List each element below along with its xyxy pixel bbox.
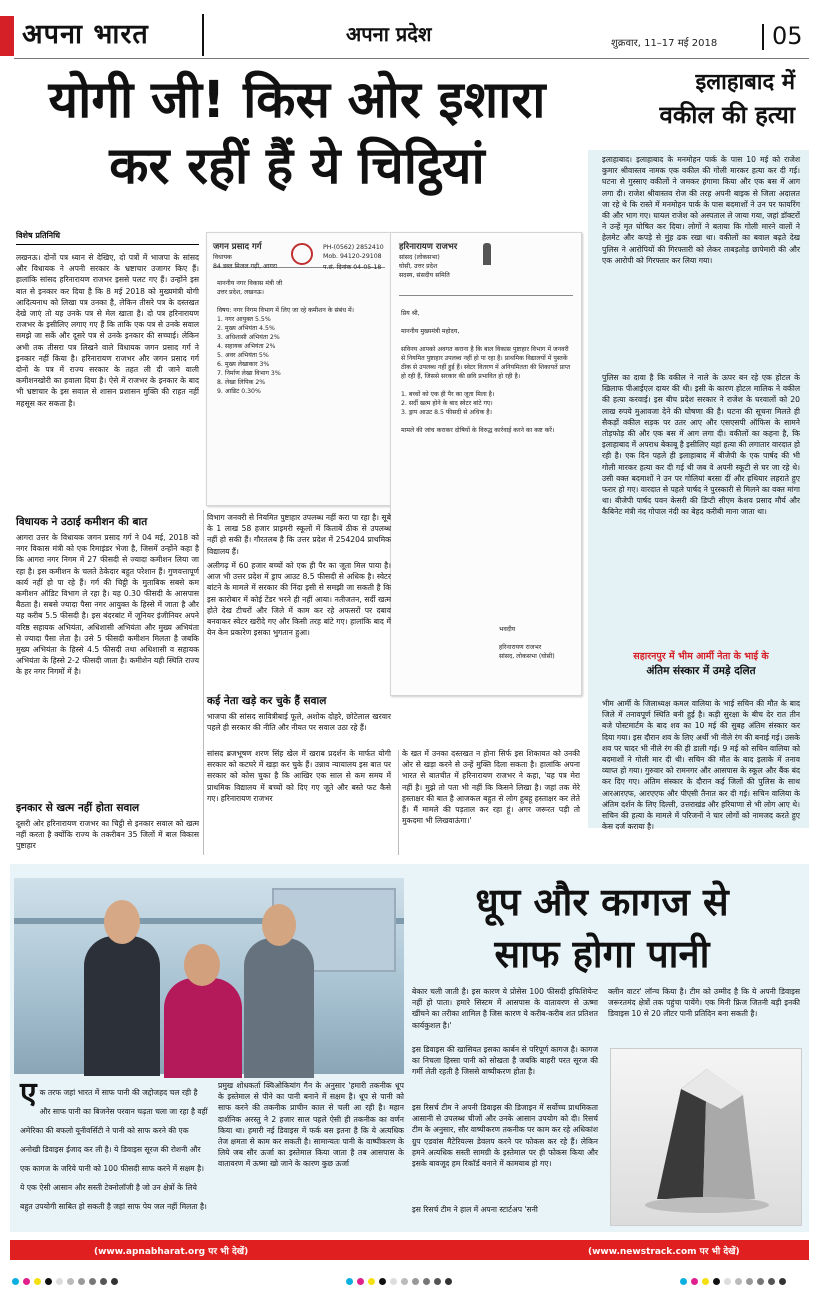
lead-col1-para2: आगरा उत्तर के विधायक जगन प्रसाद गर्ग ने 04 मई, 2018 को नगर विकास मंत्री को एक रिमाइंडर भेजा है, जिसमें उन्होंने कहा है कि आगरा नगर निगम में 27 फीसदी से ज्यादा कमीशन लिया जा रहा है। इस कमीशन के चलते ठेकेदार बहुत परेशान हैं। गुणवत्तापूर्ण कार्य नहीं हो पा रहे हैं। गर्ग की चिट्ठी के मुताबिक सबसे कम कमीशन ऑडिट विभाग ले रहा है। यह 0.30 फीसदी के आसपास बैठता है। सबसे ज्यादा पैसा नगर आयुक्त के हिस्से में जाता है और यह करीब 5.5 फीसदी है। इस बंदरबांट में जूनियर इंजीनियर अपने वरिष्ठ सहायक अभियंता, अधिशासी अभियंता और मुख्य अभियंता से ज्यादा पैसा लेता है। उसे 5 फीसदी कमीशन मिलता है जबकि मुख्य अभियंता के हिस्से 4.5 फीसदी तथा अधिशासी व सहायक अभियंता के हिस्से 2-2 फीसदी जाता है। कमीशेन यही स्थिति राज्य के हर नगर निगमों में है। — [16, 533, 199, 677]
lead-col2-para4: सांसद ब्रजभूषण शरण सिंह खेल में खराब प्रदर्शन के मार्फत योगी सरकार को कटघरे में खड़ा कर चुके हैं। उन्नाव न्यायालय इस बात पर सरकार को कोस चुका है कि आखिर एक साल से कम समय में प्राथमिक विद्यालय में बच्चों को दिए गए जूते और बस्ते फट कैसे गए। हरिनारायण राजभर — [207, 749, 391, 803]
emblem-icon — [291, 243, 313, 265]
water-col2-text: प्रमुख शोधकर्ता क्विओकियांग गैन के अनुसार 'हमारी तकनीक धूप के इस्तेमाल से पीने का पानी बनाने में सक्षम है। धूप से पानी को साफ करने की तकनीक प्राचीन काल से चली आ रही है। महान दार्शनिक अरस्तु ने 2 हजार साल पहले ऐसी ही तकनीक का वर्णन किया था। हमारी नई डिवाइस में फर्क बस इतना है कि ये अत्यधिक तेज क्षमता से काम कर सकती है। सामान्यतः पानी के वाष्पीकरण के लिये जब सौर ऊर्जा का इस्तेमाल किया जाता है तब आसपास के वातावरण में ऊष्मा खो जाने के कारण कुछ ऊर्जा — [218, 1081, 404, 1169]
page-number-divider — [762, 24, 764, 50]
letter1-body: माननीय नगर विकास मंत्री जी उत्तर प्रदेश, लखनऊ। विषय: नगर निगम विभाग में लिए जा रहे कमीशन के संबंध में। 1. नगर आयुक्त 5.5% 2. मुख्य अभियंता 4.5% 3. अधिशासी अभियंता 2% 4. सहायक अभियंता 2% 5. अवर अभियंता 5% 6. मुख्य लेखाकार 3% 7. निर्माण लेखा विभाग 3% 8. लेखा लिपिक 2% 9. आडिट 0.30% — [217, 280, 355, 395]
column-rule — [398, 750, 399, 855]
sidebar2-para1: भीम आर्मी के जिलाध्यक्ष कमल वालिया के भाई सचिन की मौत के बाद जिले में तनावपूर्ण स्थिति बनी हुई है। कड़ी सुरक्षा के बीच देर रात तीन बजे पोस्टमार्टम के बाद शव का 10 मई की सुबह अंतिम संस्कार कर दिया गया। इस दौरान शव के लिए अर्थी भी नीले रंग की बनाई गई। उसके शव पर चादर भी नीले रंग की ही डाली गई। 9 मई को सचिन वालिया को बदमाशों ने गोली मार दी थी। सचिन की मौत के बाद इलाके में तनाव व्याप्त हो गया। गुरुवार को रामनगर और आसपास के स्कूल और बैंक बंद कर दिए गए। अंतिम संस्कार के दौरान कई जिलों की पुलिस के साथ आरआरएफ, आरएएफ और पीएसी तैनात कर दी गई। सचिन वालिया के अंतिम दर्शन के लिए दिल्ली, उत्तराखंड और हरियाणा से भी लोग आए थे। सचिन की हत्या के मामले में परिजनों ने चार लोगों को नामजद करते हुए केस दर्ज कराया है। — [602, 699, 800, 832]
person-right-head — [262, 904, 296, 946]
water-col3-text2: इस डिवाइस की खासियत इसका कार्बन से परिपूर्ण कागज है। कागज का निचला हिस्सा पानी को सोखता है जबकि बाहरी परत सूरज की गर्मी लेती रहती है जिससे वाष्पीकरण होता है। — [412, 1045, 598, 1077]
byline: विशेष प्रतिनिधि — [16, 231, 61, 240]
device-photo[interactable] — [610, 1048, 802, 1226]
lead-headline-line2: कर रहीं हैं ये चिट्ठियां — [109, 137, 485, 196]
water-col3-text3: इस रिसर्च टीम ने अपनी डिवाइस की डिजाइन में सर्वोच्च प्राथमिकता आसानी से उपलब्ध चीजों और उनके आसान उपयोग को दी। रिसर्च टीम के अनुसार, सौर वाष्पीकरण तकनीक पर काम कर रहे अधिकांश ग्रुप एडवांस मैटेरियल्स डेवलप करने पर फोकस कर रहे हैं। लेकिन हमने अत्यधिक सस्ती सामग्री के इस्तेमाल पर ही फोकस किया और इसके बावजूद हम रिकॉर्ड बनाने में कामयाब हो गए। — [412, 1103, 598, 1169]
person-middle-head — [184, 944, 220, 986]
letter2-header-rule — [399, 295, 573, 296]
water-col1 — [20, 1076, 210, 1220]
water-col3-text4: इस रिसर्च टीम ने हाल में अपना स्टार्टअप 'सनी — [412, 1205, 538, 1214]
logo-divider — [202, 14, 204, 56]
registration-marks-right — [680, 1270, 790, 1289]
ashoka-emblem-icon — [483, 243, 491, 265]
masthead-red-bar — [0, 16, 14, 56]
letter1-ref: प.सं. दिनांक 04-05-18 — [323, 264, 382, 271]
sidebar-body-box — [588, 150, 809, 832]
lead-subhead-commission: विधायक ने उठाई कमीशन की बात — [16, 516, 148, 528]
letter-harinarayan-rajbhar[interactable] — [390, 232, 582, 696]
lead-headline-line1: योगी जी! किस ओर इशारा — [48, 71, 546, 130]
lead-headline — [14, 68, 580, 200]
lead-col2-para3: भाजपा की सांसद सावित्रीबाई फूले, अशोक दोहरे, छोटेलाल खरवार पहले ही सरकार की नीति और नीयत पर सवाल उठा रहे हैं। — [207, 712, 391, 733]
lead-col2-para2: अलीगढ़ में 60 हजार बच्चों को एक ही पैर का जूता मिल पाया है। आज भी उत्तर प्रदेश में ड्राप आउट 8.5 फीसदी से अधिक है। स्वेटर बांटने के मामले में सरकार की निंदा इसी से समझी जा सकती है कि इस कारोबार में कोई टेंडर भरने ही नहीं आया। नतीजतन, सर्दी खत्म होते देख टीचरों और जिले में काम कर रहे अफसरों पर दबाव बनवाकर स्वेटर खरीदे गए और किसी तरह बांटे गए। हालांकि बाद में येन केन प्रकारेण इसका भुगतान हुआ। — [207, 561, 391, 638]
letter2-body: प्रिय श्री, माननीय मुख्यमंत्री महोदय, सविनय आपको अवगत कराना है कि बाल विकास पुष्टाहार विभाग में जनवरी से नियमित पुष्टाहार उपलब्ध नहीं हो पा रहा है। प्राथमिक विद्यालयों में पुस्तकें ठीक से उपलब्ध नहीं हुई हैं। स्वेटर वितरण में अनियमितता की शिकायतें प्राप्त हो रही हैं, जिससे सरकार की छवि प्रभावित हो रही है। 1. बच्चों को एक ही पैर का जूता मिला है। 2. सर्दी खत्म होने के बाद स्वेटर बांटे गए। 3. ड्राप आउट 8.5 फीसदी से अधिक है। मामले की जांच कराकर दोषियों के विरुद्ध कार्रवाई करने का कष्ट करें। — [401, 310, 571, 434]
masthead — [0, 0, 819, 60]
sidebar1-para1: इलाहाबाद। इलाहाबाद के मनमोहन पार्क के पास 10 मई को राजेश कुमार श्रीवास्तव नामक एक वकील की गोली मारकर हत्या कर दी गई। घटना से गुस्साए वकीलों ने जमकर हंगामा किया और एक बस में आग लगा दी। राजेश श्रीवास्तव रोज की तरह अपनी बाइक से जिला अदालत जा रहे थे कि रास्ते में मनमोहन पार्क के पास बदमाशों ने उन पर फायरिंग की और भाग गए। घायल राजेश को अस्पताल ले जाया गया, जहां डॉक्टरों ने उन्हें मृत घोषित कर दिया। लोगों ने बताया कि गोली मारने वालों ने हेलमेट और कपड़े से मुंह ढक रखा था। वकीलों का बवाल बढ़ते देख पुलिस ने आरोपियों की गिरफ्तारी को लेकर ताबड़तोड़ छापेमारी की और एक आरोपी को गिरफ्तार कर लिया गया। — [602, 155, 800, 265]
registration-marks-left — [12, 1270, 122, 1289]
page-number: 05 — [772, 22, 803, 50]
water-col1-text: क तरफ जहां भारत में साफ पानी की जद्दोजहद चल रही है और साफ पानी का बिजनेस परवान चढ़ता चला जा रहा है वहीं अमेरिका की बफलो यूनीवर्सिटी ने पानी को साफ करने की एक अनोखी डिवाइस ईजाद कर ली है। ये डिवाइस सूरज की रोशनी और एक कागज के जरिये पानी को 100 फीसदी साफ करने में सक्षम है। ये एक ऐसी आसान और सस्ती टेक्नोलॉजी है जो उन क्षेत्रों के लिये बहुत उपयोगी साबित हो सकती है जहां साफ पेय जल नहीं मिलता है। — [20, 1088, 208, 1211]
letter-jagan-prasad-garg[interactable] — [206, 232, 392, 506]
sidebar1-para2: पुलिस का दावा है कि वकील ने नाले के ऊपर बन रहे एक होटल के खिलाफ पीआईएल दायर की थी। इसी के कारण होटल मालिक ने वकील की हत्या करवाई। इस बीच प्रदेश सरकार ने राजेश के घरवालों को 20 लाख रुपये मुआवजा देने की घोषणा की है। घटना की सूचना मिलते ही सैकड़ों वकील सड़क पर उतर आए और एसएसपी ऑफिस के सामने तोड़फोड़ की और एक बस में आग लगा दी। वकीलों का कहना है, कि इलाहाबाद में अपराध बेकाबू है इसीलिए यहां हत्या की लगातार वारदात हो रही है। एक दिन पहले ही इलाहाबाद में बीजेपी के एक पार्षद की भी गोली मारकर हत्या कर दी गई थी जब वे अपनी स्कूटी से घर जा रहे थे। उसी वक्त बदमाशों ने उन पर गोलियां बरसा दीं और हथियार लहराते हुए फरार हो गए। वारदात से पहले पार्षद ने पुरस्कारी से मिलने का वक्त मांगा था। बीजेपी पार्षद पवन केसरी की डिप्टी सीएम केशव प्रसाद मौर्य और कैबिनेट मंत्री नंद गोपाल नंदी का बेहद करीबी माना जाता था। — [602, 373, 800, 517]
lead-col1-para1: लखनऊ। दोनों पत्र ध्यान से देखिए, दो पत्रों में भाजपा के सांसद और विधायक ने अपनी सरकार के भ्रष्टाचार उजागर किए हैं। हालांकि सांसद हरिनारायण राजभर इससे पलट गए हैं। उन्होंने इस बात से इनकार कर दिया है कि 8 मई 2018 को मुख्यमंत्री योगी आदित्यनाथ को लिखा पत्र उनका है, लेकिन तीसरे पत्र के दस्तखत देखे जाएं तो यह उनके पत्र से मेल खाता है। दो पत्र हरिनारायण राजभर के इसीलिए लगाए गए हैं कि ताकि एक पत्र से उनके सवाल समझे जा सकें और दूसरे पत्र से उनके इनकार की सच्चाई। लेकिन अभी तक तीसरा पत्र लिखने वाले विधायक जगन प्रसाद गर्ग ने इनकार नहीं किया है। हरिनारायण राजभर और जगन प्रसाद गर्ग दोनों के पत्र में राज्य सरकार के तहत ली दी जाने वाली कमीशनखोरी का हवाला दिया है। ऐसे में राजभर के इनकार के बाद भी भ्रष्टाचार के इस सवाल से शासन प्रशासन मुक्ति की राहत नहीं महसूस कर सकता है। — [16, 253, 199, 408]
sidebar2-headline-line2: अंतिम संस्कार में उमड़े दलित — [646, 665, 756, 677]
lead-col1-para3: दूसरी ओर हरिनारायण राजभर का चिट्ठी से इनकार सवाल को खत्म नहीं करता है क्योंकि राज्य के तकरीबन 35 जिलों में बाल विकास पुष्टाहार — [16, 819, 199, 851]
dropcap: ए — [20, 1076, 37, 1111]
sidebar-headline-line2: वकील की हत्या — [659, 101, 795, 129]
section-title: अपना प्रदेश — [346, 22, 432, 46]
footer-left-url[interactable]: (www.apnabharat.org पर भी देखें) — [94, 1247, 249, 1257]
letter1-phone: PH-(0562) 2852410 Mob. 94120-29108 — [323, 244, 384, 260]
person-right — [244, 938, 314, 1078]
masthead-rule — [14, 58, 809, 59]
research-team-photo[interactable] — [14, 878, 404, 1074]
lead-subhead-leaders: कई नेता खड़े कर चुके हैं सवाल — [207, 695, 327, 707]
letter1-letterhead-name: जगन प्रसाद गर्ग — [213, 242, 262, 252]
sidebar-allahabad — [588, 68, 809, 832]
letter2-signature: भवदीय हरिनारायण राजभर सांसद, लोकसभा (घोसी) — [499, 626, 555, 660]
masthead-logo[interactable]: अपना भारत — [22, 19, 149, 50]
lead-col3-para1: के खत में उनका दस्तखत न होना सिर्फ इस शिकायत को उनकी ओर से खड़ा करने से उन्हें मुक्ति दिला सकता है। हालांकि अपना भारत से बातचीत में हरिनारायण राजभर ने कहा, 'यह पत्र मेरा नहीं है। मुझे तो पता भी नहीं कि किसने लिखा है। जहां तक मेरे हस्ताक्षर की बात है आजकल बहुत से लोग हूबहू हस्ताक्षर कर लेते हैं। मैं मामले की पड़ताल कर रहा हूं। अगर जरूरत पड़ी तो मुकदमा भी लिखवाऊंगा।' — [402, 749, 580, 826]
device-illustration — [611, 1049, 801, 1225]
lead-col2-para1: विभाग जनवरी से नियमित पुष्टाहार उपलब्ध नहीं करा पा रहा है। सूबे के 1 लाख 58 हजार प्राइमरी स्कूलों में किताबें ठीक से उपलब्ध नहीं हो सकी हैं। गौरतलब है कि उत्तर प्रदेश में 254204 प्राथमिक विद्यालय हैं। — [207, 513, 391, 556]
letter1-letterhead-sub: विधायक 84 डब्ल मिजल गढ़ी, आगरा — [213, 254, 277, 270]
byline-rule — [16, 244, 199, 245]
water-headline-line2: साफ होगा पानी — [494, 932, 710, 976]
letter2-letterhead-sub: सांसद (लोकसभा) घोसी, उत्तर प्रदेश सदस्य, संसदीय समिति — [399, 254, 450, 279]
sidebar-headline-1 — [588, 68, 809, 132]
registration-marks-center — [346, 1270, 456, 1289]
sidebar-headline-line1: इलाहाबाद में — [695, 70, 795, 95]
column-rule — [203, 510, 204, 855]
person-left — [84, 936, 160, 1076]
sidebar2-headline — [602, 650, 800, 679]
sidebar2-headline-line1: सहारनपुर में भीम आर्मी नेता के भाई के — [633, 651, 769, 662]
issue-date: शुक्रवार, 11–17 मई 2018 — [611, 38, 718, 49]
water-headline-line1: धूप और कागज से — [475, 880, 729, 924]
water-col3-text1: बेकार चली जाती है। इस कारण ये प्रोसेस 100 फीसदी इफिशियेन्ट नहीं हो पाता। हमारे सिस्टम में आसपास के वातावरण से ऊष्मा खींचने का तरीका शामिल है जिस कारण ये करीब-करीब शत प्रतिशत कार्यकुशल है।' — [412, 987, 598, 1030]
footer-right-url[interactable]: (www.newstrack.com पर भी देखें) — [588, 1247, 740, 1257]
lead-subhead-denial: इनकार से खत्म नहीं होता सवाल — [16, 802, 140, 814]
person-middle — [164, 978, 242, 1078]
water-col4-text: क्लीन वाटर' लॉन्च किया है। टीम को उम्मीद है कि ये अपनी डिवाइस जरूरतमंद क्षेत्रों तक पहुंचा पायेंगे। एक मिनी फ्रिज जितनी बड़ी इनकी डिवाइस 10 से 20 लीटर पानी प्रतिदिन बना सकती है। — [608, 987, 800, 1019]
person-left-head — [104, 900, 140, 944]
letter2-letterhead-name: हरिनारायण राजभर — [399, 242, 458, 252]
water-headline — [412, 876, 792, 980]
